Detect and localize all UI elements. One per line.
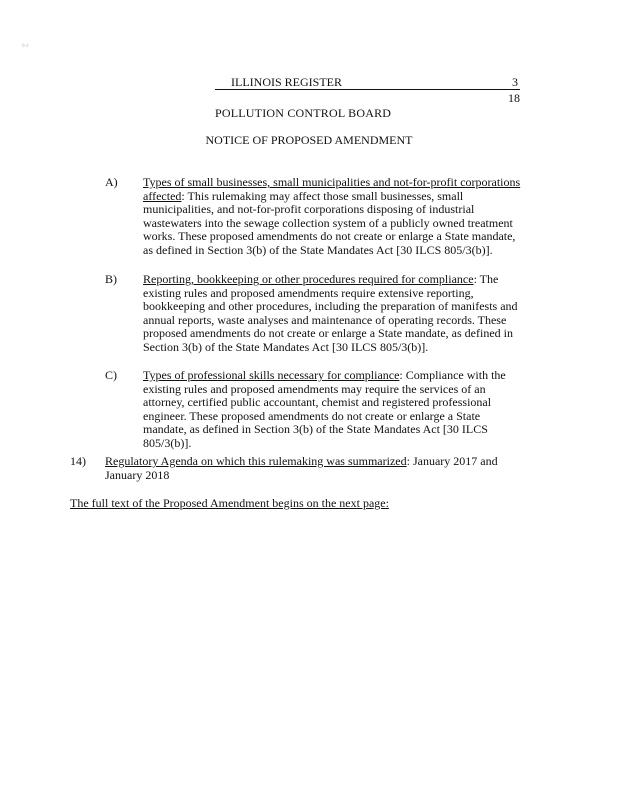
item-body: : Compliance with the existing rules and proposed amendments may require the services of an attorney, certified public accountant, chemist and registered professional engineer. These proposed amendments do not create or enlarge a State mandate, as defined in Section 3(b) of the State Mandates Act [30 ILCS 805/3(b)]. xyxy=(143,368,506,450)
item-label: A) xyxy=(105,175,118,189)
item-heading: Reporting, bookkeeping or other procedures required for compliance xyxy=(143,272,474,286)
section-heading: Regulatory Agenda on which this rulemaking was summarized xyxy=(105,454,407,468)
register-header xyxy=(215,75,520,90)
item-label: B) xyxy=(105,272,117,286)
issue-number: 18 xyxy=(508,91,520,105)
item-c xyxy=(105,369,525,451)
section-14 xyxy=(70,455,530,482)
item-b xyxy=(105,273,525,355)
section-body: : January 2017 and January 2018 xyxy=(105,454,498,482)
notice-title: NOTICE OF PROPOSED AMENDMENT xyxy=(205,133,413,147)
volume-number: 3 xyxy=(512,75,518,89)
item-heading: Types of small businesses, small municipalities and not-for-profit corporations affected xyxy=(143,175,521,203)
item-body: : The existing rules and proposed amendments require extensive reporting, bookkeeping and other procedures, including the preparation of manifests and annual reports, waste analyses and maintenance of operating records. These proposed amendments do not create or enlarge a State mandate, as defined in Section 3(b) of the State Mandates Act [30 ILCS 805/3(b)]. xyxy=(143,272,518,354)
register-title: ILLINOIS REGISTER xyxy=(231,75,342,89)
item-heading: Types of professional skills necessary for compliance xyxy=(143,368,400,382)
section-label: 14) xyxy=(70,454,86,468)
final-note-text: The full text of the Proposed Amendment begins on the next page: xyxy=(70,496,389,510)
final-note xyxy=(70,496,389,511)
agency-name: POLLUTION CONTROL BOARD xyxy=(215,106,392,120)
item-label: C) xyxy=(105,368,117,382)
item-body: : This rulemaking may affect those small businesses, small municipalities, and not-for-profit corporations disposing of industrial wastewaters into the sewage collection system of a publicly owned treatment works. These proposed amendments do not create or enlarge a State mandate, as defined in Section 3(b) of the State Mandates Act [30 ILCS 805/3(b)]. xyxy=(143,188,516,257)
corner-mark: 0-4 xyxy=(22,44,29,49)
item-a xyxy=(105,176,525,258)
